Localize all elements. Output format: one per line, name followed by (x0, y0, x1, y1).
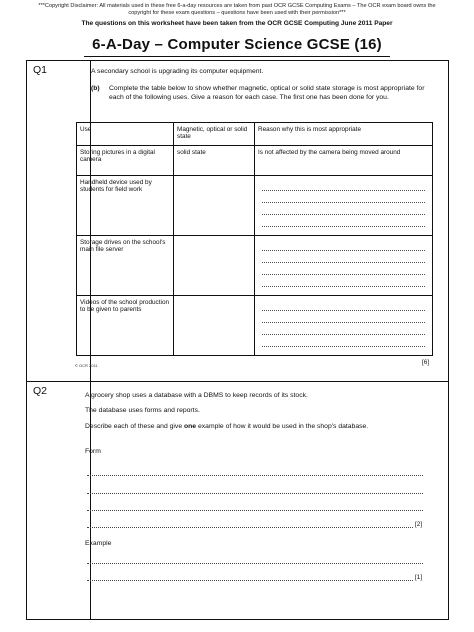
table-row (77, 296, 433, 356)
answer-line (262, 265, 425, 275)
q2-instruction (85, 423, 425, 432)
form-marks: [2] (415, 521, 423, 528)
source-note: The questions on this worksheet have been taken from the OCR GCSE Computing June 2011 Paper (81, 20, 393, 27)
answer-line (262, 325, 425, 335)
q1-instruction: Complete the table below to show whether magnetic, optical or solid state storage is most appropriate for each of the following uses. Give a reason for each case. The first one has been done for you. (109, 85, 425, 101)
example-answer-line[interactable] (87, 580, 413, 581)
answer-line (262, 337, 425, 347)
q1-intro: A secondary school is upgrading its computer equipment. (91, 68, 264, 75)
answer-line (262, 241, 425, 251)
row2-use: Handheld device used by students for field work (77, 176, 174, 236)
q1-label: Q1 (33, 64, 48, 76)
row2-storage-answer[interactable] (174, 176, 255, 236)
worksheet-frame (26, 60, 449, 620)
row3-storage-answer[interactable] (174, 236, 255, 296)
table-row (77, 146, 433, 176)
form-answer-line[interactable] (87, 510, 423, 511)
row4-use: Videos of the school production to be given to parents (77, 296, 174, 356)
answer-line (262, 253, 425, 263)
example-label: Example (85, 540, 112, 547)
table-row (77, 236, 433, 296)
form-label: Form (85, 448, 101, 455)
ocr-copyright: © OCR 2011 (75, 363, 98, 368)
q2-label: Q2 (33, 385, 48, 397)
row4-storage-answer[interactable] (174, 296, 255, 356)
title-underline (84, 56, 390, 57)
header-reason: Reason why this is most appropriate (255, 123, 433, 146)
header-use: Use (77, 123, 174, 146)
table-header-row (77, 123, 433, 146)
q2-instruction-a: Describe each of these and give (85, 423, 183, 430)
row1-use: Storing pictures in a digital camera (77, 146, 174, 176)
question-divider (27, 381, 448, 382)
q2-instruction-b: example of how it would be used in the shop's database. (197, 423, 369, 430)
example-marks: [1] (415, 574, 423, 581)
answer-line (262, 181, 425, 191)
answer-line (262, 313, 425, 323)
q2-line2: The database uses forms and reports. (85, 407, 200, 414)
q2-instruction-emphasis: one (184, 423, 197, 430)
storage-table (76, 122, 433, 356)
row3-reason-answer[interactable] (255, 236, 433, 296)
answer-line (262, 205, 425, 215)
row4-reason-answer[interactable] (255, 296, 433, 356)
disclaimer: ***Copyright Disclaimer: All materials used in these free 6-a-day resources are taken from past OCR GCSE Computing Exams – The OCR exam board owns the copyright for these exam questions – questions have been used with their permission*** (38, 3, 436, 16)
q1-marks: [6] (422, 359, 430, 366)
example-answer-line[interactable] (87, 563, 423, 564)
form-answer-line[interactable] (87, 475, 423, 476)
table-row (77, 176, 433, 236)
form-answer-line[interactable] (87, 527, 413, 528)
answer-line (262, 217, 425, 227)
page-title: 6-A-Day – Computer Science GCSE (16) (92, 36, 382, 53)
answer-line (262, 301, 425, 311)
header-storage-type: Magnetic, optical or solid state (174, 123, 255, 146)
row3-use: Storage drives on the school's main file server (77, 236, 174, 296)
q2-intro: A grocery shop uses a database with a DBMS to keep records of its stock. (85, 392, 308, 399)
row2-reason-answer[interactable] (255, 176, 433, 236)
row1-storage: solid state (174, 146, 255, 176)
answer-line (262, 193, 425, 203)
form-answer-line[interactable] (87, 493, 423, 494)
answer-line (262, 277, 425, 287)
row1-reason: Is not affected by the camera being moved around (255, 146, 433, 176)
q1-part-label: (b) (91, 85, 100, 92)
